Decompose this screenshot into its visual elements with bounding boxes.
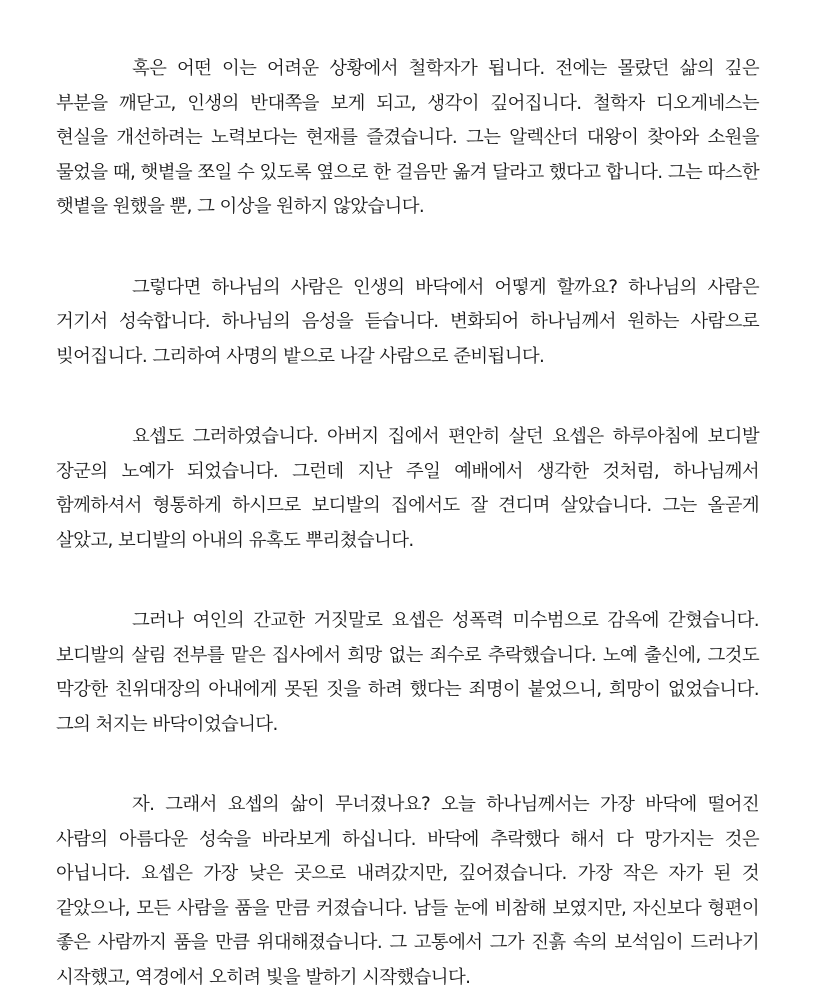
document-body: [56, 52, 759, 995]
paragraph-philosopher: 혹은 어떤 이는 어려운 상황에서 철학자가 됩니다. 전에는 몰랐던 삶의 깊은 부분을 깨닫고, 인생의 반대쪽을 보게 되고, 생각이 깊어집니다. 철학자 디오게네스는 현실을 개선하려는 노력보다는 현재를 즐겼습니다. 그는 알렉산더 대왕이 찾아와 소원을 물었을 때, 햇볕을 쪼일 수 있도록 옆으로 한 걸음만 옮겨 달라고 했다고 합니다. 그는 따스한 햇볕을 원했을 뿐, 그 이상을 원하지 않았습니다.: [56, 58, 759, 217]
paragraph-man-of-god: 그렇다면 하나님의 사람은 인생의 바닥에서 어떻게 할까요? 하나님의 사람은 거기서 성숙합니다. 하나님의 음성을 듣습니다. 변화되어 하나님께서 원하는 사람으로 빚어집니다. 그리하여 사명의 밭으로 나갈 사람으로 준비됩니다.: [56, 276, 759, 367]
paragraph-joseph-prison: 그러나 여인의 간교한 거짓말로 요셉은 성폭력 미수범으로 감옥에 갇혔습니다. 보디발의 살림 전부를 맡은 집사에서 희망 없는 죄수로 추락했습니다. 노예 출신에, 그것도 막강한 친위대장의 아내에게 못된 짓을 하려 했다는 죄명이 붙었으니, 희망이 없었습니다. 그의 처지는 바닥이었습니다.: [56, 610, 759, 735]
paragraph-joseph-potiphar: 요셉도 그러하였습니다. 아버지 집에서 편안히 살던 요셉은 하루아침에 보디발 장군의 노예가 되었습니다. 그런데 지난 주일 예배에서 생각한 것처럼, 하나님께서 함께하셔서 형통하게 하시므로 보디발의 집에서도 잘 견디며 살았습니다. 그는 올곧게 살았고, 보디발의 아내의 유혹도 뿌리쳤습니다.: [56, 426, 759, 551]
paragraph-joseph-maturity: 자. 그래서 요셉의 삶이 무너졌나요? 오늘 하나님께서는 가장 바닥에 떨어진 사람의 아름다운 성숙을 바라보게 하십니다. 바닥에 추락했다 해서 다 망가지는 것은 아닙니다. 요셉은 가장 낮은 곳으로 내려갔지만, 깊어졌습니다. 가장 작은 자가 된 것 같았으나, 모든 사람을 품을 만큼 커졌습니다. 남들 눈에 비참해 보였지만, 자신보다 형편이 좋은 사람까지 품을 만큼 위대해졌습니다. 그 고통에서 그가 진흙 속의 보석임이 드러나기 시작했고, 역경에서 오히려 빛을 발하기 시작했습니다.: [56, 794, 759, 988]
